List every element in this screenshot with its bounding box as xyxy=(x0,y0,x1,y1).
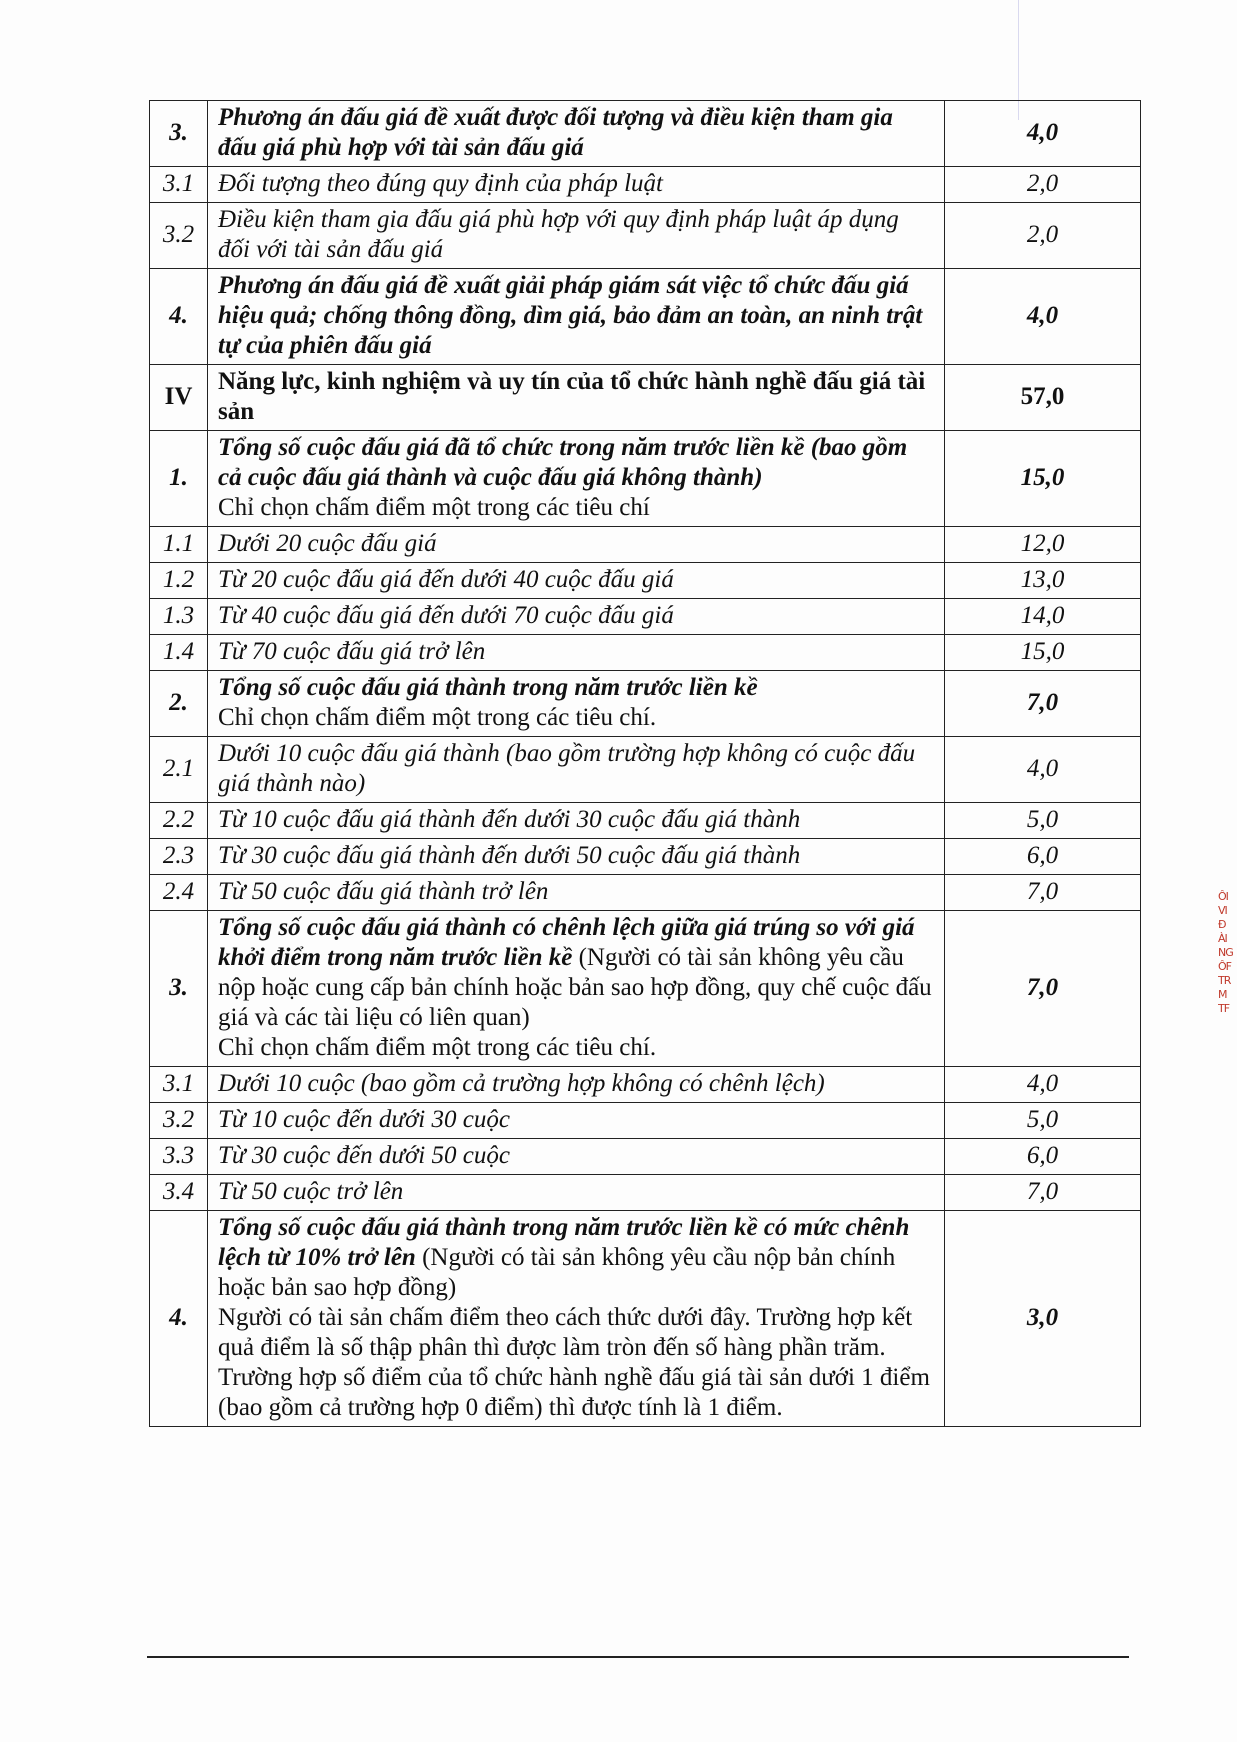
criterion-description xyxy=(208,563,945,599)
description-text: Dưới 10 cuộc (bao gồm cả trường hợp không có chênh lệch) xyxy=(218,1070,825,1097)
table-row xyxy=(150,875,1141,911)
description-text: Chỉ chọn chấm điểm một trong các tiêu chí xyxy=(218,494,650,521)
description-text: Chỉ chọn chấm điểm một trong các tiêu chí. xyxy=(218,1034,657,1061)
seal-text-fragment: TF xyxy=(1218,1002,1230,1015)
criterion-number: 3. xyxy=(150,101,208,167)
criterion-description xyxy=(208,1211,945,1427)
criterion-description xyxy=(208,203,945,269)
description-line xyxy=(218,1303,934,1363)
criterion-description xyxy=(208,803,945,839)
criterion-number: 2.3 xyxy=(150,839,208,875)
criterion-description xyxy=(208,1139,945,1175)
criterion-number: 1. xyxy=(150,431,208,527)
seal-text-fragment: M xyxy=(1218,988,1227,1001)
description-text: Từ 70 cuộc đấu giá trở lên xyxy=(218,638,486,665)
criterion-number: 1.4 xyxy=(150,635,208,671)
seal-text-fragment: Đ xyxy=(1218,918,1226,931)
description-text: Chỉ chọn chấm điểm một trong các tiêu chí. xyxy=(218,704,657,731)
criterion-max-score: 13,0 xyxy=(945,563,1141,599)
description-line xyxy=(218,637,934,667)
table-row xyxy=(150,1139,1141,1175)
criterion-max-score: 14,0 xyxy=(945,599,1141,635)
description-line xyxy=(218,1069,934,1099)
criterion-max-score: 4,0 xyxy=(945,1067,1141,1103)
seal-text-fragment: NG xyxy=(1218,946,1233,959)
criterion-max-score: 6,0 xyxy=(945,839,1141,875)
criterion-max-score: 5,0 xyxy=(945,1103,1141,1139)
description-text: Tổng số cuộc đấu giá đã tổ chức trong năm trước liền kề (bao gồm cả cuộc đấu giá thành và cuộc đấu giá không thành) xyxy=(218,434,908,491)
description-line xyxy=(218,367,934,427)
table-row xyxy=(150,1175,1141,1211)
description-text: Phương án đấu giá đề xuất giải pháp giám sát việc tổ chức đấu giá hiệu quả; chống thông đồng, dìm giá, bảo đảm an toàn, an ninh trật tự của phiên đấu giá xyxy=(218,272,923,359)
description-line xyxy=(218,877,934,907)
table-row xyxy=(150,365,1141,431)
scoring-criteria-table xyxy=(149,100,1141,1427)
description-line xyxy=(218,205,934,265)
criterion-max-score: 2,0 xyxy=(945,167,1141,203)
description-text: Dưới 10 cuộc đấu giá thành (bao gồm trường hợp không có cuộc đấu giá thành nào) xyxy=(218,740,916,797)
criterion-number: 3.2 xyxy=(150,1103,208,1139)
table-row xyxy=(150,1211,1141,1427)
seal-text-fragment: VI xyxy=(1218,904,1227,917)
criterion-number: 4. xyxy=(150,269,208,365)
footer-divider xyxy=(147,1656,1129,1658)
description-line xyxy=(218,805,934,835)
table-row xyxy=(150,803,1141,839)
description-line xyxy=(218,913,934,1033)
description-text: Phương án đấu giá đề xuất được đối tượng và điều kiện tham gia đấu giá phù hợp với tài sản đấu giá xyxy=(218,104,893,161)
criterion-max-score: 7,0 xyxy=(945,911,1141,1067)
criterion-number: 3. xyxy=(150,911,208,1067)
description-line xyxy=(218,1177,934,1207)
criterion-max-score: 3,0 xyxy=(945,1211,1141,1427)
seal-text-fragment: ÔI xyxy=(1218,890,1228,903)
seal-text-fragment: TR xyxy=(1218,974,1231,987)
table-body xyxy=(150,101,1141,1427)
table-row xyxy=(150,737,1141,803)
description-text: Tổng số cuộc đấu giá thành có chênh lệch giữa giá trúng so với giá khởi điểm trong năm trước liền kề xyxy=(218,914,915,971)
seal-text-fragment: ÀI xyxy=(1218,932,1227,945)
table-row xyxy=(150,599,1141,635)
description-text: Từ 10 cuộc đấu giá thành đến dưới 30 cuộc đấu giá thành xyxy=(218,806,801,833)
criterion-number: 4. xyxy=(150,1211,208,1427)
description-text: Năng lực, kinh nghiệm và uy tín của tổ chức hành nghề đấu giá tài sản xyxy=(218,368,926,425)
description-text: Trường hợp số điểm của tổ chức hành nghề đấu giá tài sản dưới 1 điểm (bao gồm cả trường hợp 0 điểm) thì được tính là 1 điểm. xyxy=(218,1364,930,1421)
description-line xyxy=(218,1213,934,1303)
description-text: Đối tượng theo đúng quy định của pháp luật xyxy=(218,170,663,197)
table-row xyxy=(150,911,1141,1067)
criterion-max-score: 7,0 xyxy=(945,671,1141,737)
table-row xyxy=(150,167,1141,203)
criterion-number: 2.2 xyxy=(150,803,208,839)
description-note: (Người có tài sản không yêu cầu nộp bản chính hoặc bản sao hợp đồng) xyxy=(218,1244,896,1301)
table-row xyxy=(150,203,1141,269)
criterion-number: 2. xyxy=(150,671,208,737)
red-seal-fragment xyxy=(1218,890,1237,1120)
description-line xyxy=(218,433,934,493)
criterion-max-score: 4,0 xyxy=(945,269,1141,365)
criterion-description xyxy=(208,635,945,671)
criterion-description xyxy=(208,365,945,431)
table-row xyxy=(150,1103,1141,1139)
table-row xyxy=(150,431,1141,527)
table-row xyxy=(150,671,1141,737)
table-row xyxy=(150,839,1141,875)
criterion-number: 1.2 xyxy=(150,563,208,599)
criterion-description xyxy=(208,101,945,167)
description-line xyxy=(218,703,934,733)
table-row xyxy=(150,101,1141,167)
criterion-description xyxy=(208,839,945,875)
criterion-number: 2.4 xyxy=(150,875,208,911)
criterion-description xyxy=(208,599,945,635)
table-row xyxy=(150,635,1141,671)
criterion-description xyxy=(208,1067,945,1103)
description-line xyxy=(218,169,934,199)
criterion-number: 3.1 xyxy=(150,1067,208,1103)
criterion-description xyxy=(208,875,945,911)
criterion-description xyxy=(208,527,945,563)
criterion-max-score: 15,0 xyxy=(945,635,1141,671)
criterion-number: 3.2 xyxy=(150,203,208,269)
criterion-number: 3.3 xyxy=(150,1139,208,1175)
description-text: Người có tài sản chấm điểm theo cách thức dưới đây. Trường hợp kết quả điểm là số thập phân thì được làm tròn đến số hàng phần trăm. xyxy=(218,1304,913,1361)
criterion-description xyxy=(208,737,945,803)
description-text: Điều kiện tham gia đấu giá phù hợp với quy định pháp luật áp dụng đối với tài sản đấu giá xyxy=(218,206,899,263)
description-line xyxy=(218,1033,934,1063)
criterion-max-score: 15,0 xyxy=(945,431,1141,527)
description-text: Từ 40 cuộc đấu giá đến dưới 70 cuộc đấu giá xyxy=(218,602,674,629)
description-line xyxy=(218,601,934,631)
table-row xyxy=(150,269,1141,365)
description-line xyxy=(218,565,934,595)
description-line xyxy=(218,493,934,523)
description-line xyxy=(218,841,934,871)
criterion-description xyxy=(208,269,945,365)
criterion-number: 3.4 xyxy=(150,1175,208,1211)
description-text: Tổng số cuộc đấu giá thành trong năm trước liền kề có mức chênh lệch từ 10% trở lên xyxy=(218,1214,910,1271)
criterion-description xyxy=(208,167,945,203)
description-line xyxy=(218,103,934,163)
criterion-description xyxy=(208,911,945,1067)
description-line xyxy=(218,271,934,361)
table-row xyxy=(150,1067,1141,1103)
description-text: Dưới 20 cuộc đấu giá xyxy=(218,530,437,557)
criterion-max-score: 7,0 xyxy=(945,875,1141,911)
criterion-max-score: 57,0 xyxy=(945,365,1141,431)
criterion-number: IV xyxy=(150,365,208,431)
description-line xyxy=(218,1141,934,1171)
criterion-max-score: 6,0 xyxy=(945,1139,1141,1175)
seal-text-fragment: ÔF xyxy=(1218,960,1231,973)
description-line xyxy=(218,739,934,799)
description-text: Từ 50 cuộc đấu giá thành trở lên xyxy=(218,878,549,905)
description-text: Từ 30 cuộc đến dưới 50 cuộc xyxy=(218,1142,510,1169)
criterion-number: 2.1 xyxy=(150,737,208,803)
description-text: Từ 20 cuộc đấu giá đến dưới 40 cuộc đấu giá xyxy=(218,566,674,593)
criterion-number: 3.1 xyxy=(150,167,208,203)
description-line xyxy=(218,529,934,559)
criterion-description xyxy=(208,671,945,737)
criterion-max-score: 4,0 xyxy=(945,737,1141,803)
criterion-max-score: 12,0 xyxy=(945,527,1141,563)
criterion-max-score: 5,0 xyxy=(945,803,1141,839)
criterion-description xyxy=(208,431,945,527)
description-note: (Người có tài sản không yêu cầu nộp hoặc cung cấp bản chính hoặc bản sao hợp đồng, quy chế cuộc đấu giá và các tài liệu có liên quan) xyxy=(218,944,932,1031)
table-row xyxy=(150,563,1141,599)
criterion-description xyxy=(208,1103,945,1139)
description-line xyxy=(218,673,934,703)
description-text: Từ 30 cuộc đấu giá thành đến dưới 50 cuộc đấu giá thành xyxy=(218,842,801,869)
description-text: Từ 50 cuộc trở lên xyxy=(218,1178,404,1205)
description-line xyxy=(218,1363,934,1423)
criterion-number: 1.1 xyxy=(150,527,208,563)
criterion-number: 1.3 xyxy=(150,599,208,635)
description-text: Từ 10 cuộc đến dưới 30 cuộc xyxy=(218,1106,510,1133)
description-line xyxy=(218,1105,934,1135)
criterion-max-score: 7,0 xyxy=(945,1175,1141,1211)
description-text: Tổng số cuộc đấu giá thành trong năm trước liền kề xyxy=(218,674,758,701)
criterion-description xyxy=(208,1175,945,1211)
criterion-max-score: 2,0 xyxy=(945,203,1141,269)
criterion-max-score: 4,0 xyxy=(945,101,1141,167)
table-row xyxy=(150,527,1141,563)
